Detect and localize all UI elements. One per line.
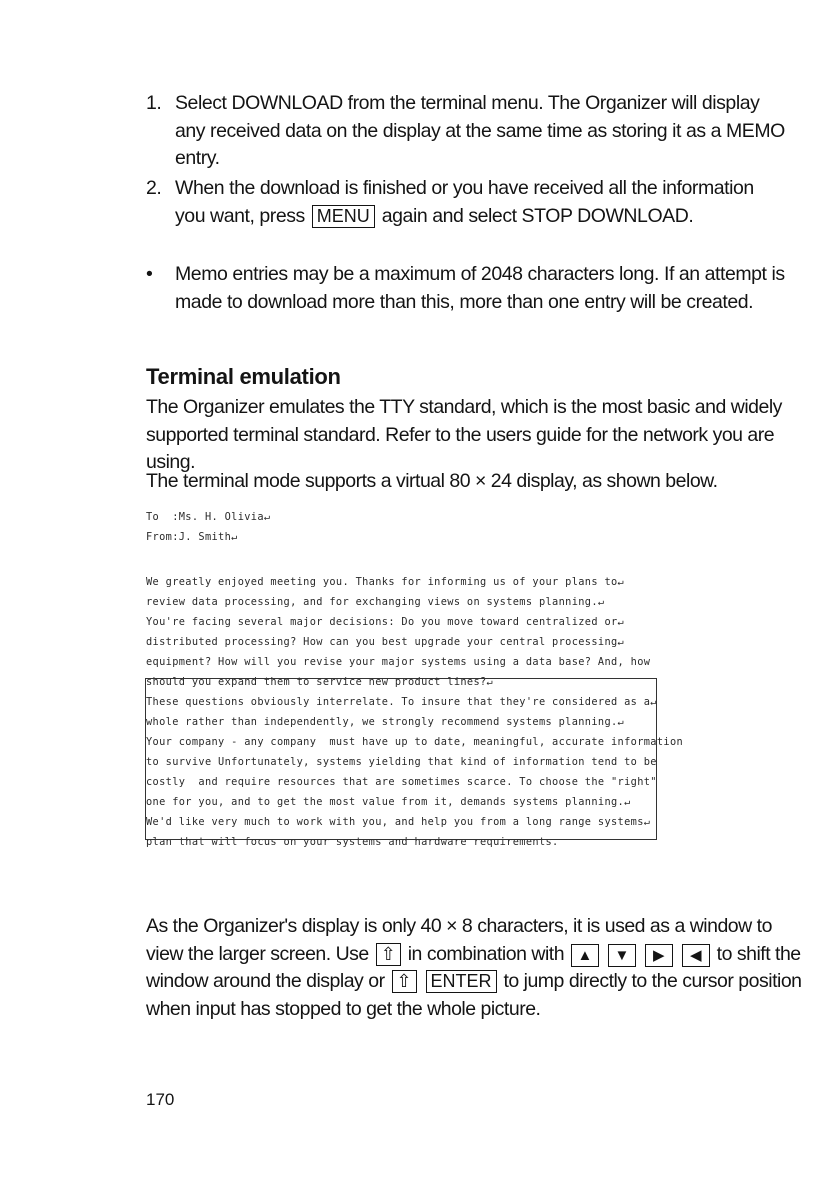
shift-key: ⇧ xyxy=(376,943,401,966)
terminal-to-line: To :Ms. H. Olivia↵ xyxy=(146,511,271,523)
organizer-window-outline xyxy=(145,678,657,840)
terminal-line: Your company - any company must have up to date, meaningful, accurate information xyxy=(146,736,684,748)
terminal-line: We greatly enjoyed meeting you. Thanks for informing us of your plans to↵ xyxy=(146,576,625,588)
terminal-line: You're facing several major decisions: Do you move toward centralized or↵ xyxy=(146,616,625,628)
memo-note-text: Memo entries may be a maximum of 2048 characters long. If an attempt is made to download more than this, more than one entry will be created. xyxy=(175,263,785,313)
step-2 xyxy=(146,175,786,230)
left-arrow-key: ◀ xyxy=(682,944,710,967)
terminal-line: one for you, and to get the most value from it, demands systems planning.↵ xyxy=(146,796,631,808)
closing-text-1: As the Organizer's display is only 40 × 8 characters, it is used as a window to view the larger screen. Use xyxy=(146,915,772,965)
up-arrow-key: ▲ xyxy=(571,944,599,967)
section-heading: Terminal emulation xyxy=(146,364,341,389)
closing-text-4: to jump directly to the cursor position when input has stopped to get the whole picture. xyxy=(146,970,802,1020)
step-1 xyxy=(146,90,786,173)
closing-paragraph xyxy=(146,913,806,1023)
right-arrow-key: ▶ xyxy=(645,944,673,967)
down-arrow-key: ▼ xyxy=(608,944,636,967)
terminal-line: to survive Unfortunately, systems yielding that kind of information tend to be xyxy=(146,756,657,768)
terminal-from-line: From:J. Smith↵ xyxy=(146,531,238,543)
terminal-line: distributed processing? How can you best upgrade your central processing↵ xyxy=(146,636,625,648)
terminal-line: These questions obviously interrelate. To insure that they're considered as a↵ xyxy=(146,696,657,708)
page-number: 170 xyxy=(146,1090,175,1109)
terminal-line: costly and require resources that are sometimes scarce. To choose the "right" xyxy=(146,776,657,788)
section-paragraph: The Organizer emulates the TTY standard, which is the most basic and widely supported terminal standard. Refer to the users guide for the network you are using. xyxy=(146,396,782,473)
step-2-text-after: again and select STOP DOWNLOAD. xyxy=(381,204,694,227)
step-1-number: 1. xyxy=(146,92,162,114)
shift-key-2: ⇧ xyxy=(392,970,417,993)
menu-key: MENU xyxy=(312,205,375,228)
step-1-text: Select DOWNLOAD from the terminal menu. The Organizer will display any received data on the display at the same time as storing it as a MEMO entry. xyxy=(175,92,785,169)
step-2-number: 2. xyxy=(146,177,162,199)
terminal-line: We'd like very much to work with you, and help you from a long range systems↵ xyxy=(146,816,651,828)
enter-key: ENTER xyxy=(426,970,497,993)
step-2-text-before: When the download is finished or you have received all the information you want, press xyxy=(175,177,754,227)
terminal-line: plan that will focus on your systems and hardware requirements. xyxy=(146,836,559,848)
closing-text-2: in combination with xyxy=(407,942,565,965)
memo-note xyxy=(146,261,786,316)
bullet-icon: • xyxy=(146,263,153,285)
terminal-line: should you expand them to service new product lines?↵ xyxy=(146,676,494,688)
terminal-line: equipment? How will you revise your major systems using a data base? And, how xyxy=(146,656,651,668)
closing-text-3: to shift the window around the display or xyxy=(146,942,801,992)
terminal-line: review data processing, and for exchanging views on systems planning.↵ xyxy=(146,596,605,608)
step-2-text xyxy=(175,175,786,230)
terminal-line: whole rather than independently, we strongly recommend systems planning.↵ xyxy=(146,716,625,728)
display-paragraph: The terminal mode supports a virtual 80 × 24 display, as shown below. xyxy=(146,470,718,492)
